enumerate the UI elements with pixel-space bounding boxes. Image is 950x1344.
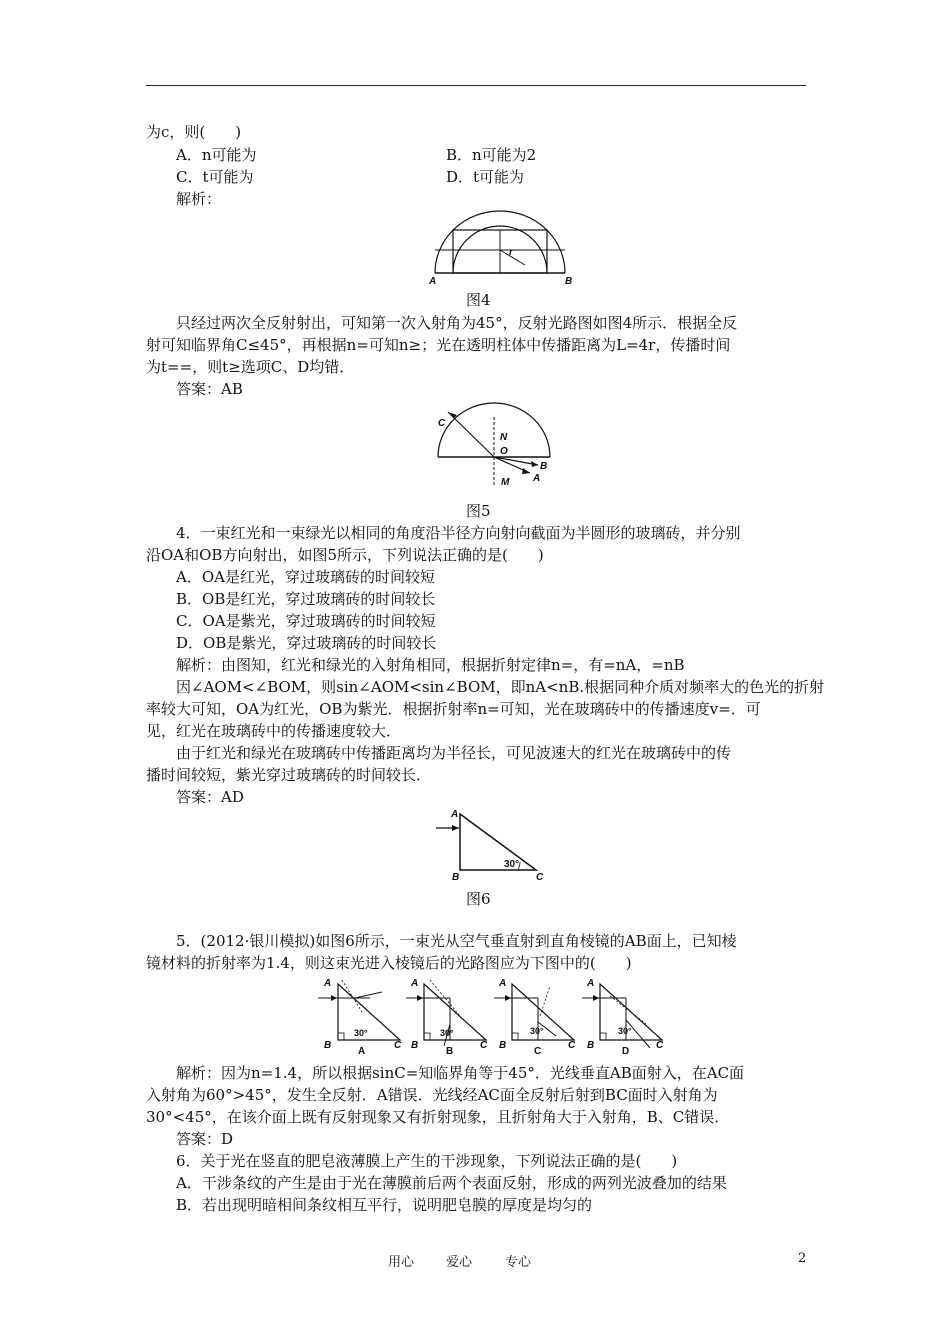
fig4-label-a: A	[429, 276, 437, 287]
q6-line1: 6．关于光在竖直的肥皂液薄膜上产生的干涉现象，下列说法正确的是( )	[176, 1152, 678, 1170]
fig6-label-a: A	[451, 809, 459, 820]
fig4-caption: 图4	[466, 291, 491, 309]
q3-analysis-label: 解析：	[176, 190, 222, 208]
q5-choice-b: B	[446, 1046, 454, 1057]
q3-stem-end: 为c，则( )	[146, 123, 242, 141]
figure-6	[432, 806, 552, 882]
q3-option-a: A．n可能为	[176, 146, 257, 164]
q5-line2: 镜材料的折射率为1.4，则这束光进入棱镜后的光路图应为下图中的( )	[146, 954, 632, 972]
q4-option-c: C．OA是紫光，穿过玻璃砖的时间较短	[176, 612, 436, 630]
q3-analysis-line3: 为t==，则t≥选项C、D均错．	[146, 358, 355, 376]
q3-option-d: D．t可能为	[446, 168, 525, 186]
q3-analysis-line2: 射可知临界角C≤45°，再根据n=可知n≥；光在透明柱体中传播距离为L=4r，传播时间	[146, 336, 731, 354]
fig5-caption: 图5	[466, 502, 491, 520]
footer-text-3: 专心	[505, 1255, 532, 1270]
fig5-label-a: A	[533, 473, 541, 484]
q4-line1: 4．一束红光和一束绿光以相同的角度沿半径方向射向截面为半圆形的玻璃砖，并分别	[176, 524, 741, 542]
q4-answer: 答案：AD	[176, 788, 244, 806]
q4-line2: 沿OA和OB方向射出，如图5所示，下列说法正确的是( )	[146, 546, 544, 564]
svg-text:A: A	[411, 978, 419, 989]
svg-text:A: A	[499, 978, 507, 989]
q5-diagram-c	[494, 978, 576, 1057]
q3-option-b: B．n可能为2	[446, 146, 537, 164]
q5-diagram-d	[582, 978, 664, 1057]
fig5-label-b: B	[540, 461, 548, 472]
svg-text:30°: 30°	[618, 1026, 632, 1036]
q4-analysis-line6: 播时间较短，紫光穿过玻璃砖的时间较长．	[146, 766, 432, 784]
q5-diagram-a	[318, 978, 402, 1057]
fig5-label-o: O	[500, 446, 508, 457]
q4-analysis-line1: 解析：由图知，红光和绿光的入射角相同，根据折射定律n=，有=nA，=nB	[176, 656, 685, 674]
svg-text:C: C	[480, 1040, 488, 1051]
q5-choice-d: D	[622, 1046, 630, 1057]
q5-choice-c: C	[534, 1046, 542, 1057]
svg-text:B: B	[587, 1040, 595, 1051]
q3-answer: 答案：AB	[176, 380, 243, 398]
svg-text:A: A	[587, 978, 595, 989]
q6-option-b: B．若出现明暗相间条纹相互平行，说明肥皂膜的厚度是均匀的	[176, 1196, 593, 1214]
fig5-label-c: C	[438, 418, 446, 429]
q4-option-a: A．OA是红光，穿过玻璃砖的时间较短	[176, 568, 435, 586]
svg-text:B: B	[324, 1040, 332, 1051]
svg-text:30°: 30°	[440, 1028, 454, 1038]
q4-analysis-line4: 见，红光在玻璃砖中的传播速度较大．	[146, 722, 402, 740]
svg-text:C: C	[656, 1040, 664, 1051]
footer-text-2: 爱心	[446, 1255, 473, 1270]
q4-option-d: D．OB是紫光，穿过玻璃砖的时间较长	[176, 634, 437, 652]
figure-5	[418, 402, 568, 492]
q6-option-a: A．干涉条纹的产生是由于光在薄膜前后两个表面反射，形成的两列光波叠加的结果	[176, 1174, 727, 1192]
q5-diagram-b	[406, 978, 488, 1057]
q4-analysis-line3: 率较大可知，OA为红光，OB为紫光．根据折射率n=可知，光在玻璃砖中的传播速度v=．可	[146, 700, 761, 718]
fig6-label-c: C	[536, 872, 544, 883]
svg-text:30°: 30°	[354, 1028, 368, 1038]
q3-analysis-line1: 只经过两次全反射射出，可知第一次入射角为45°，反射光路图如图4所示．根据全反	[176, 314, 738, 332]
fig6-caption: 图6	[466, 890, 491, 908]
q5-analysis-line2: 入射角为60°>45°，发生全反射．A错误．光线经AC面全反射后射到BC面时入射角为	[146, 1086, 718, 1104]
fig4-label-r: r	[509, 247, 513, 258]
q5-analysis-line1: 解析：因为n=1.4，所以根据sinC=知临界角等于45°．光线垂直AB面射入，在AC面	[176, 1064, 745, 1082]
footer-text-1: 用心	[388, 1255, 415, 1270]
q5-line1: 5．(2012·银川模拟)如图6所示，一束光从空气垂直射到直角棱镜的AB面上，已知棱	[176, 932, 737, 950]
fig5-label-m: M	[501, 477, 510, 488]
q5-analysis-line3: 30°<45°，在该介面上既有反射现象又有折射现象，且折射角大于入射角，B、C错误．	[146, 1108, 730, 1126]
fig4-label-b: B	[565, 276, 573, 287]
page-number: 2	[798, 1251, 807, 1266]
q4-analysis-line2: 因∠AOM<∠BOM，则sin∠AOM<sin∠BOM，即nA<nB.根据同种介质对频率大的色光的折射	[176, 678, 825, 696]
svg-text:C: C	[568, 1040, 576, 1051]
q4-analysis-line5: 由于红光和绿光在玻璃砖中传播距离均为半径长，可见波速大的红光在玻璃砖中的传	[176, 744, 732, 762]
q3-option-c: C．t可能为	[176, 168, 254, 186]
svg-text:30°: 30°	[530, 1026, 544, 1036]
svg-text:C: C	[394, 1040, 402, 1051]
q5-answer: 答案：D	[176, 1130, 234, 1148]
q5-choice-a: A	[358, 1046, 366, 1057]
svg-text:B: B	[499, 1040, 507, 1051]
fig6-angle: 30°	[504, 859, 520, 870]
q5-option-diagrams	[310, 976, 680, 1056]
figure-4	[425, 205, 575, 285]
fig6-label-b: B	[452, 872, 460, 883]
q4-option-b: B．OB是红光，穿过玻璃砖的时间较长	[176, 590, 436, 608]
header-rule	[146, 85, 806, 86]
svg-text:B: B	[411, 1040, 419, 1051]
svg-text:A: A	[324, 978, 332, 989]
fig5-label-n: N	[500, 432, 508, 443]
